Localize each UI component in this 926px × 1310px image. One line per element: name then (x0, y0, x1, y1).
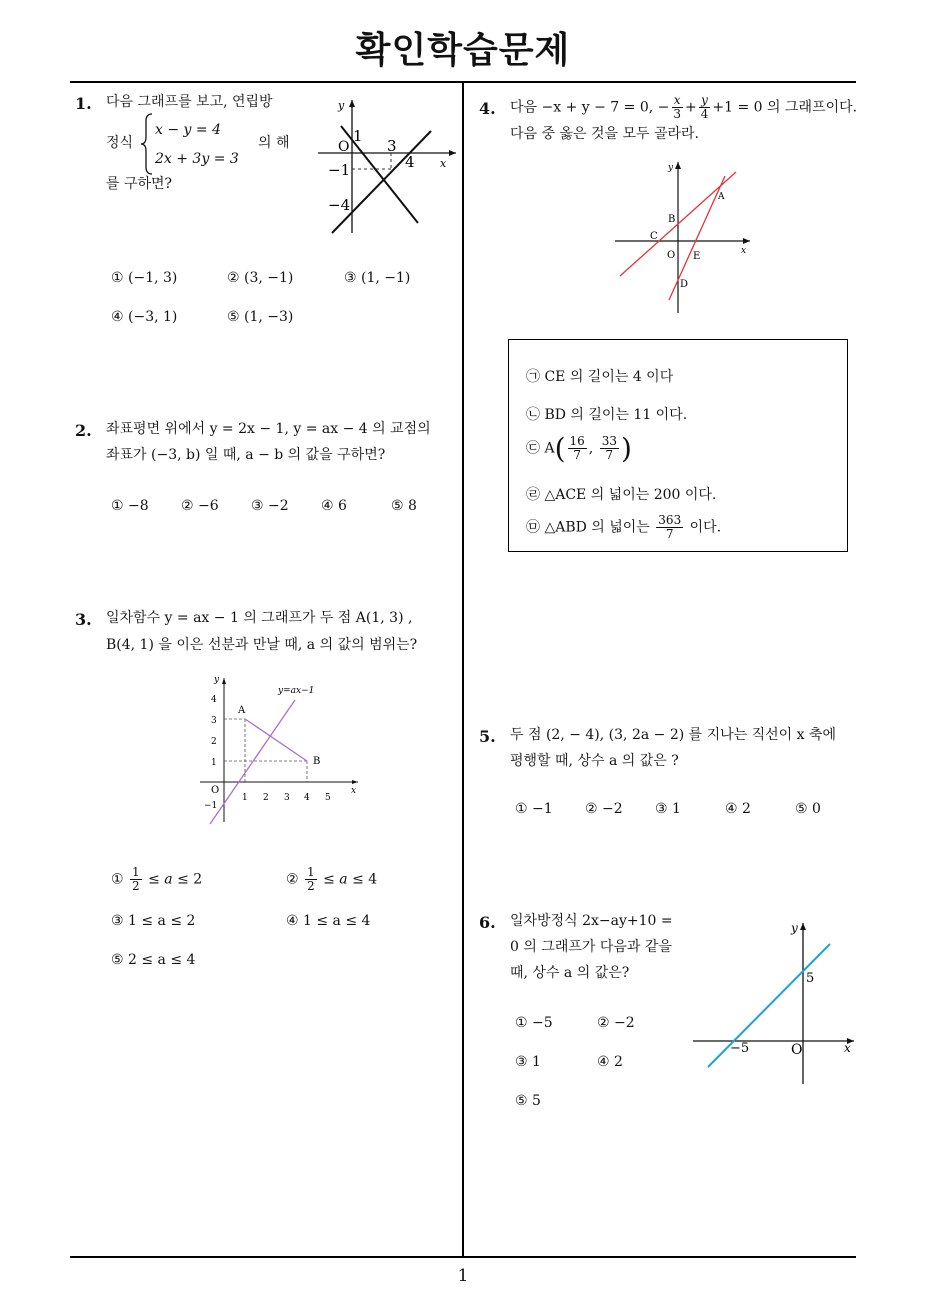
line-label: y=ax−1 (278, 686, 315, 696)
statement-5[interactable] (526, 514, 721, 541)
q5-option-5[interactable]: ⑤ 0 (795, 801, 821, 817)
q2-option-5[interactable]: ⑤ 8 (391, 498, 417, 514)
label-4: 4 (405, 153, 415, 171)
y-axis-label: y (791, 921, 798, 935)
q3-option-2[interactable]: ② $\frac{1}{2}$ ≤ a ≤ 4 (286, 865, 378, 893)
origin-label: O (791, 1042, 803, 1058)
y-axis-arrow (675, 162, 681, 169)
equation-brace (140, 113, 154, 175)
frac-16: 16 (569, 434, 585, 448)
question-4-number: 4. (479, 99, 496, 118)
frac-363: 363 (658, 513, 682, 527)
x-tick-2: 2 (263, 793, 269, 803)
q5-option-1[interactable]: ① −1 (515, 801, 553, 817)
x-tick-3: 3 (284, 793, 290, 803)
question-1-number: 1. (75, 94, 92, 113)
label-minus-1: −1 (328, 161, 351, 179)
bottom-rule (70, 1256, 856, 1258)
q2-option-1[interactable]: ① −8 (111, 498, 149, 514)
q1-option-4[interactable]: ④ (−3, 1) (111, 309, 178, 325)
y-axis-arrow (800, 923, 806, 930)
x-tick-4: 4 (304, 793, 310, 803)
x-axis-arrow (743, 238, 750, 244)
column-divider (462, 82, 464, 1257)
q6-option-1[interactable]: ① −5 (515, 1015, 553, 1031)
origin-label: O (211, 785, 220, 796)
page-number: 1 (457, 1266, 469, 1286)
question-1-line1: 다음 그래프를 보고, 연립방 (106, 94, 273, 110)
question-2-line1: 좌표평면 위에서 y = 2x − 1, y = ax − 4 의 교점의 (106, 421, 431, 437)
y-axis-label: y (338, 99, 345, 112)
statement-5-prefix: ㉤ △ABD 의 넓이는 (526, 519, 650, 536)
point-a: A (718, 192, 725, 202)
statement-3[interactable]: ㉢ A( $\frac{16}{7}$ , $\frac{33}{7}$ ) (526, 432, 632, 465)
q1-option-5[interactable]: ⑤ (1, −3) (227, 309, 294, 325)
segment-ab (245, 719, 307, 761)
question-3-number: 3. (75, 610, 92, 629)
q3-option-1[interactable]: ① $\frac{1}{2}$ ≤ a ≤ 2 (111, 865, 203, 893)
frac-7c: 7 (665, 527, 674, 541)
label-1: 1 (353, 127, 363, 145)
question-1-line2a: 정식 (106, 135, 134, 151)
line-2x-ay-10 (708, 944, 830, 1067)
question-5-number: 5. (479, 727, 496, 746)
question-2-line2: 좌표가 (−3, b) 일 때, a − b 의 값을 구하면? (106, 447, 386, 463)
question-1-line2b: 의 해 (258, 135, 290, 151)
x-axis-label: x (741, 246, 747, 256)
question-6-line1: 일차방정식 2x−ay+10 = (510, 913, 673, 929)
y-axis-label: y (668, 163, 674, 173)
frac-7b: 7 (605, 448, 614, 462)
question-3-graph (195, 672, 365, 827)
q2-option-3[interactable]: ③ −2 (251, 498, 289, 514)
question-1-line3: 를 구하면? (106, 176, 173, 192)
q5-option-4[interactable]: ④ 2 (725, 801, 751, 817)
x-tick-5: 5 (325, 793, 331, 803)
origin-label: O (338, 139, 350, 155)
origin-label: O (667, 250, 676, 261)
question-3-line2: B(4, 1) 을 이은 선분과 만날 때, a 의 값의 범위는? (106, 637, 418, 653)
q2-option-2[interactable]: ② −6 (181, 498, 219, 514)
question-6-line2: 0 의 그래프가 다음과 같을 (510, 939, 672, 955)
question-4-line1-start: 다음 −x + y − 7 = 0, − (510, 99, 670, 116)
x-axis-label: x (440, 157, 447, 170)
question-4-line2: 다음 중 옳은 것을 모두 골라라. (510, 126, 699, 142)
q3-option-5[interactable]: ⑤ 2 ≤ a ≤ 4 (111, 952, 196, 968)
y-axis-label: y (214, 675, 220, 685)
x-axis-label: x (351, 786, 357, 796)
statement-1[interactable]: ㉠ CE 의 길이는 4 이다 (526, 369, 674, 385)
x-axis-arrow (449, 150, 456, 156)
q3-option-4[interactable]: ④ 1 ≤ a ≤ 4 (286, 913, 371, 929)
question-6-number: 6. (479, 913, 496, 932)
point-c: C (650, 231, 658, 242)
q6-option-4[interactable]: ④ 2 (597, 1054, 623, 1070)
question-5-line1: 두 점 (2, − 4), (3, 2a − 2) 를 지나는 직선이 x 축에 (510, 727, 837, 743)
statement-3-prefix: ㉢ A (526, 440, 555, 457)
q6-option-2[interactable]: ② −2 (597, 1015, 635, 1031)
x-axis-arrow (352, 780, 358, 784)
point-e: E (693, 251, 701, 262)
question-4-graph (612, 158, 757, 318)
y-tick-4: 4 (211, 695, 217, 705)
y-tick-minus-1: −1 (204, 801, 218, 811)
question-1-equation-1: x − y = 4 (155, 122, 221, 138)
frac-y-4: $\frac{y}{4}$ (700, 93, 709, 121)
question-1-equation-2: 2x + 3y = 3 (155, 151, 239, 167)
question-4-line1: 다음 −x + y − 7 = 0, − $\frac{x}{3}$ + $\frac{y}{4}$ +1 = 0 의 그래프이다. (510, 93, 858, 121)
q1-option-3[interactable]: ③ (1, −1) (344, 270, 411, 286)
question-1-graph (315, 95, 460, 240)
q3-option-3[interactable]: ③ 1 ≤ a ≤ 2 (111, 913, 196, 929)
y-tick-2: 2 (211, 737, 217, 747)
q2-option-4[interactable]: ④ 6 (321, 498, 347, 514)
y-tick-3: 3 (211, 716, 217, 726)
frac-7a: 7 (573, 448, 581, 462)
frac-x-3: $\frac{x}{3}$ (673, 93, 682, 121)
point-b: B (668, 214, 676, 225)
question-6-line3: 때, 상수 a 의 값은? (510, 965, 630, 981)
label-minus-5: −5 (730, 1041, 750, 1056)
q6-option-5[interactable]: ⑤ 5 (515, 1093, 541, 1109)
x-axis-label: x (844, 1041, 851, 1055)
question-5-line2: 평행할 때, 상수 a 의 값은 ? (510, 753, 679, 769)
statement-4[interactable]: ㉣ △ACE 의 넓이는 200 이다. (526, 487, 717, 503)
line-y-ax-minus-1 (210, 700, 295, 824)
statement-2[interactable]: ㉡ BD 의 길이는 11 이다. (526, 407, 688, 423)
q6-option-3[interactable]: ③ 1 (515, 1054, 541, 1070)
x-tick-1: 1 (242, 793, 248, 803)
point-d: D (680, 279, 689, 290)
statement-box (508, 339, 848, 552)
question-6-graph (690, 918, 860, 1088)
statement-5-suffix: 이다. (689, 519, 722, 536)
q5-option-3[interactable]: ③ 1 (655, 801, 681, 817)
y-tick-1: 1 (211, 758, 217, 768)
label-minus-4: −4 (328, 196, 351, 214)
q1-option-2[interactable]: ② (3, −1) (227, 270, 294, 286)
page-title: 확인학습문제 (355, 30, 571, 71)
q1-option-1[interactable]: ① (−1, 3) (111, 270, 178, 286)
label-3: 3 (387, 137, 397, 155)
point-b-label: B (313, 756, 321, 767)
y-axis-arrow (222, 678, 226, 684)
q5-option-2[interactable]: ② −2 (585, 801, 623, 817)
label-5: 5 (806, 971, 815, 986)
question-2-number: 2. (75, 421, 92, 440)
question-3-line1: 일차함수 y = ax − 1 의 그래프가 두 점 A(1, 3) , (106, 610, 413, 626)
point-a-label: A (238, 705, 246, 716)
frac-33: 33 (601, 434, 617, 448)
question-4-line1-end: 의 그래프이다. (767, 99, 858, 116)
y-axis-arrow (349, 100, 355, 107)
